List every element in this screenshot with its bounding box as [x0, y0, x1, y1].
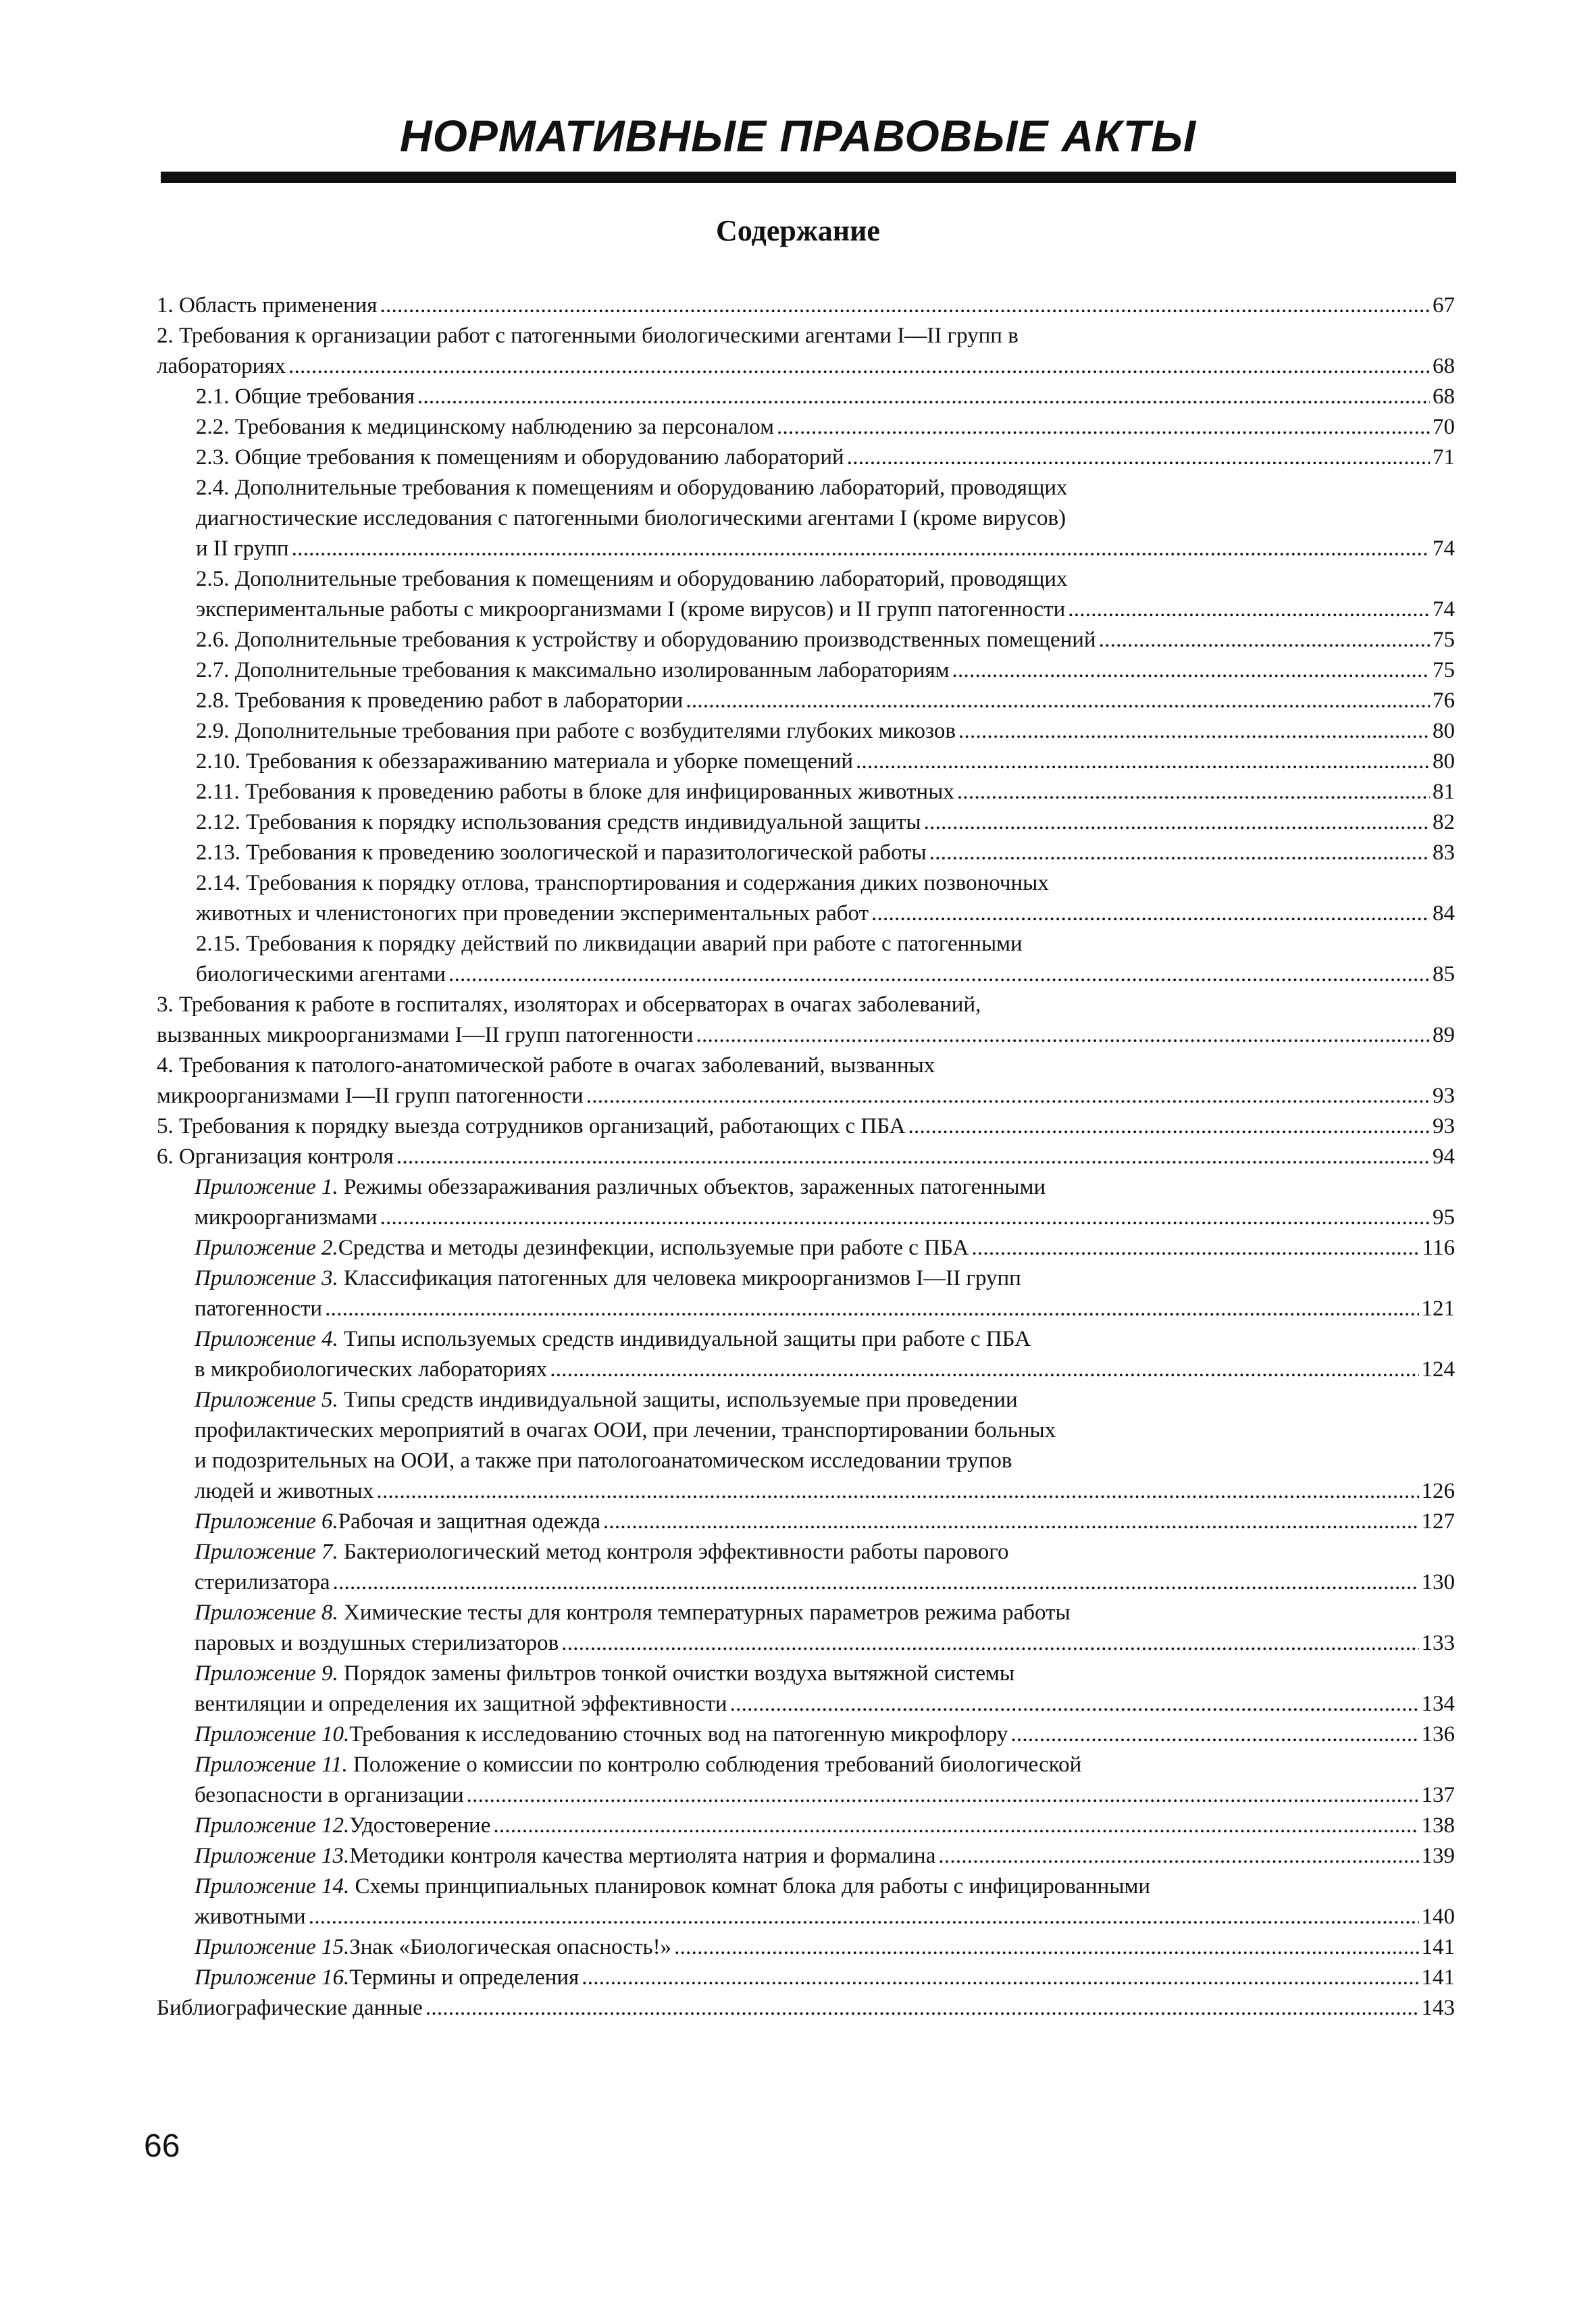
toc-entry-text: 2.12. Требования к порядку использования средств индивидуальной защиты — [196, 810, 921, 834]
toc-entry — [157, 1932, 1455, 1963]
toc-leader-dots — [686, 686, 1430, 716]
toc-entry-text: Рабочая и защитная одежда — [338, 1509, 600, 1534]
toc-entry — [157, 1750, 1455, 1811]
toc-entry-text: Схемы принципиальных планировок комнат блока для работы с инфицированными — [349, 1874, 1151, 1898]
toc-leader-dots — [1099, 625, 1430, 655]
toc-entry — [157, 686, 1455, 716]
toc-entry-text: 2.2. Требования к медицинскому наблюдению за персоналом — [196, 415, 775, 439]
toc-page-number: 137 — [1421, 1783, 1455, 1807]
toc-page-number: 71 — [1433, 445, 1455, 470]
toc-entry — [157, 382, 1455, 412]
toc-entry-text: 5. Требования к порядку выезда сотрудников организаций, работающих с ПБА — [157, 1114, 906, 1138]
toc-appendix-label: Приложение 16. — [195, 1965, 350, 1990]
toc-entry-text: профилактических мероприятий в очагах ООИ, при лечении, транспортировании больных — [195, 1418, 1056, 1442]
toc-entry — [157, 1142, 1455, 1172]
toc-entry-text: людей и животных — [195, 1479, 374, 1503]
toc-page-number: 127 — [1421, 1509, 1455, 1534]
toc-appendix-label: Приложение 15. — [195, 1935, 350, 1959]
toc-entry-text: Типы средств индивидуальной защиты, используемые при проведении — [338, 1388, 1018, 1412]
toc-entry — [157, 1385, 1455, 1507]
toc-leader-dots — [467, 1780, 1419, 1811]
toc-entry-text: Удостоверение — [349, 1813, 491, 1838]
toc-entry — [157, 1659, 1455, 1719]
toc-entry-text: Требования к исследованию сточных вод на патогенную микрофлору — [349, 1722, 1008, 1746]
toc-page-number: 68 — [1433, 354, 1455, 378]
toc-entry-text: патогенности — [195, 1297, 323, 1321]
toc-entry-text: Режимы обеззараживания различных объектов, зараженных патогенными — [338, 1175, 1046, 1199]
toc-appendix-label: Приложение 6. — [195, 1509, 338, 1534]
toc-entry-text: 2.6. Дополнительные требования к устройству и оборудованию производственных помещений — [196, 628, 1096, 652]
toc-entry-text: 2.11. Требования к проведению работы в блоке для инфицированных животных — [196, 780, 954, 804]
toc-appendix-label: Приложение 13. — [195, 1844, 350, 1868]
toc-entry-text: Бактериологический метод контроля эффективности работы парового — [338, 1540, 1009, 1564]
toc-page-number: 116 — [1422, 1236, 1455, 1260]
toc-page-number: 67 — [1433, 293, 1455, 318]
toc-leader-dots — [417, 382, 1430, 412]
toc-entry-text: 6. Организация контроля — [157, 1145, 394, 1169]
toc-entry — [157, 1993, 1455, 2023]
toc-page-number: 130 — [1421, 1570, 1455, 1594]
toc-entry — [157, 1111, 1455, 1142]
toc-entry — [157, 321, 1455, 382]
toc-entry-text: Классификация патогенных для человека микроорганизмов I—II групп — [338, 1266, 1021, 1290]
toc-entry — [157, 1537, 1455, 1598]
toc-entry — [157, 807, 1455, 838]
toc-entry — [157, 1963, 1455, 1993]
toc-entry-text: Порядок замены фильтров тонкой очистки воздуха вытяжной системы — [338, 1661, 1015, 1686]
toc-entry-text: Типы используемых средств индивидуальной защиты при работе с ПБА — [338, 1327, 1031, 1351]
toc-leader-dots — [952, 655, 1430, 686]
section-header-title: НОРМАТИВНЫЕ ПРАВОВЫЕ АКТЫ — [399, 111, 1197, 161]
toc-appendix-label: Приложение 10. — [195, 1722, 350, 1746]
toc-leader-dots — [380, 291, 1430, 321]
toc-entry-text: 2.9. Дополнительные требования при работе с возбудителями глубоких микозов — [196, 719, 956, 743]
toc-entry-text: 2. Требования к организации работ с патогенными биологическими агентами I—II групп в — [157, 324, 1019, 348]
toc-page-number: 141 — [1421, 1965, 1455, 1990]
toc-page-number: 124 — [1421, 1357, 1455, 1382]
toc-entry — [157, 747, 1455, 777]
toc-entry-text: Положение о комиссии по контролю соблюдения требований биологической — [347, 1753, 1082, 1777]
toc-entry-text: 3. Требования к работе в госпиталях, изоляторах и обсерваторах в очагах заболеваний, — [157, 992, 981, 1017]
toc-leader-dots — [674, 1932, 1418, 1963]
toc-entry — [157, 716, 1455, 747]
toc-entry — [157, 1233, 1455, 1263]
toc-leader-dots — [856, 747, 1430, 777]
toc-page-number: 93 — [1433, 1084, 1455, 1108]
toc-page-number: 84 — [1433, 901, 1455, 926]
toc-entry-text: безопасности в организации — [195, 1783, 464, 1807]
toc-appendix-label: Приложение 4. — [195, 1327, 338, 1351]
toc-appendix-label: Приложение 2. — [195, 1236, 338, 1260]
toc-leader-dots — [847, 443, 1430, 473]
toc-entry-text: Знак «Биологическая опасность!» — [349, 1935, 672, 1959]
toc-page-number: 126 — [1421, 1479, 1455, 1503]
toc-entry-text: Методики контроля качества мертиолята натрия и формалина — [349, 1844, 936, 1868]
toc-entry-text: микроорганизмами I—II групп патогенности — [157, 1084, 584, 1108]
toc-entry-text: вызванных микроорганизмами I—II групп патогенности — [157, 1023, 694, 1047]
header-rule — [161, 172, 1456, 183]
toc-entry — [157, 443, 1455, 473]
toc-entry-text: и II групп — [196, 536, 289, 561]
toc-leader-dots — [696, 1020, 1430, 1051]
toc-leader-dots — [929, 838, 1430, 868]
table-of-contents — [157, 291, 1455, 2023]
toc-entry — [157, 1841, 1455, 1871]
toc-page-number: 80 — [1433, 719, 1455, 743]
toc-page-number: 141 — [1421, 1935, 1455, 1959]
toc-leader-dots — [938, 1841, 1418, 1871]
toc-leader-dots — [586, 1081, 1430, 1111]
toc-entry — [157, 1263, 1455, 1324]
toc-page-number: 136 — [1421, 1722, 1455, 1746]
toc-appendix-label: Приложение 9. — [195, 1661, 338, 1686]
toc-entry — [157, 838, 1455, 868]
toc-page-number: 138 — [1421, 1813, 1455, 1838]
toc-page-number: 80 — [1433, 749, 1455, 774]
toc-entry — [157, 868, 1455, 929]
toc-appendix-label: Приложение 11. — [195, 1753, 348, 1777]
toc-entry-text: лабораториях — [157, 354, 286, 378]
toc-entry-text: биологическими агентами — [196, 962, 446, 986]
toc-page-number: 70 — [1433, 415, 1455, 439]
toc-entry-text: паровых и воздушных стерилизаторов — [195, 1631, 559, 1655]
page-number: 66 — [144, 2128, 180, 2164]
toc-entry-text: микроорганизмами — [195, 1205, 378, 1230]
toc-entry-text: 2.8. Требования к проведению работ в лаборатории — [196, 688, 684, 713]
toc-page-number: 133 — [1421, 1631, 1455, 1655]
toc-appendix-label: Приложение 5. — [195, 1388, 338, 1412]
toc-entry-text: стерилизатора — [195, 1570, 330, 1594]
toc-entry-text: и подозрительных на ООИ, а также при патологоанатомическом исследовании трупов — [195, 1449, 1012, 1473]
toc-entry — [157, 990, 1455, 1051]
toc-page-number: 140 — [1421, 1905, 1455, 1929]
toc-entry-text: Средства и методы дезинфекции, используемые при работе с ПБА — [338, 1236, 969, 1260]
toc-entry-text: Химические тесты для контроля температурных параметров режима работы — [338, 1601, 1071, 1625]
toc-appendix-label: Приложение 1. — [195, 1175, 338, 1199]
toc-entry-text: в микробиологических лабораториях — [195, 1357, 548, 1382]
toc-entry-text: 2.3. Общие требования к помещениям и оборудованию лабораторий — [196, 445, 844, 470]
toc-page-number: 76 — [1433, 688, 1455, 713]
toc-entry — [157, 1871, 1455, 1932]
toc-leader-dots — [332, 1567, 1418, 1598]
toc-leader-dots — [871, 899, 1430, 929]
toc-entry-text: 1. Область применения — [157, 293, 378, 318]
toc-leader-dots — [561, 1628, 1418, 1659]
toc-entry — [157, 1507, 1455, 1537]
toc-entry — [157, 1051, 1455, 1111]
toc-entry — [157, 1172, 1455, 1233]
toc-page-number: 93 — [1433, 1114, 1455, 1138]
toc-entry-text: 2.1. Общие требования — [196, 384, 415, 409]
toc-entry-text: животными — [195, 1905, 306, 1929]
toc-appendix-label: Приложение 8. — [195, 1601, 338, 1625]
toc-entry — [157, 655, 1455, 686]
toc-leader-dots — [730, 1689, 1419, 1719]
toc-page-number: 89 — [1433, 1023, 1455, 1047]
toc-page-number: 134 — [1421, 1692, 1455, 1716]
toc-leader-dots — [908, 1111, 1430, 1142]
toc-entry — [157, 1598, 1455, 1659]
toc-entry — [157, 564, 1455, 625]
toc-entry — [157, 412, 1455, 443]
toc-leader-dots — [288, 351, 1430, 382]
toc-entry — [157, 1324, 1455, 1385]
toc-leader-dots — [1010, 1719, 1418, 1750]
toc-entry-text: вентиляции и определения их защитной эффективности — [195, 1692, 727, 1716]
toc-entry-text: 4. Требования к патолого-анатомической работе в очагах заболеваний, вызванных — [157, 1053, 935, 1078]
toc-entry — [157, 473, 1455, 564]
toc-appendix-label: Приложение 14. — [195, 1874, 350, 1898]
toc-appendix-label: Приложение 7. — [195, 1540, 338, 1564]
toc-leader-dots — [1068, 595, 1430, 625]
toc-leader-dots — [493, 1811, 1418, 1841]
toc-page-number: 139 — [1421, 1844, 1455, 1868]
toc-entry-text: Термины и определения — [349, 1965, 580, 1990]
toc-leader-dots — [426, 1993, 1419, 2023]
toc-entry-text: 2.10. Требования к обеззараживанию материала и уборке помещений — [196, 749, 854, 774]
toc-leader-dots — [325, 1294, 1418, 1324]
toc-page-number: 94 — [1433, 1145, 1455, 1169]
toc-entry — [157, 625, 1455, 655]
toc-page-number: 75 — [1433, 628, 1455, 652]
toc-entry — [157, 291, 1455, 321]
toc-entry-text: 2.15. Требования к порядку действий по ликвидации аварий при работе с патогенными — [196, 932, 1023, 956]
toc-entry — [157, 929, 1455, 990]
toc-leader-dots — [958, 716, 1430, 747]
toc-page-number: 74 — [1433, 536, 1455, 561]
toc-page-number: 75 — [1433, 658, 1455, 682]
toc-page-number: 95 — [1433, 1205, 1455, 1230]
toc-entry-text: 2.13. Требования к проведению зоологической и паразитологической работы — [196, 840, 927, 865]
toc-entry-text: 2.4. Дополнительные требования к помещениям и оборудованию лабораторий, проводящих — [196, 476, 1068, 500]
toc-leader-dots — [376, 1476, 1418, 1507]
toc-appendix-label: Приложение 3. — [195, 1266, 338, 1290]
toc-leader-dots — [550, 1355, 1418, 1385]
toc-entry-text: 2.14. Требования к порядку отлова, транспортирования и содержания диких позвоночных — [196, 871, 1049, 895]
toc-leader-dots — [380, 1203, 1431, 1233]
toc-page-number: 143 — [1421, 1996, 1455, 2020]
toc-entry-text: 2.7. Дополнительные требования к максимально изолированным лабораториям — [196, 658, 950, 682]
toc-leader-dots — [971, 1233, 1419, 1263]
toc-appendix-label: Приложение 12. — [195, 1813, 350, 1838]
toc-entry-text: экспериментальные работы с микроорганизмами I (кроме вирусов) и II групп патогенности — [196, 597, 1066, 622]
toc-leader-dots — [582, 1963, 1418, 1993]
toc-page-number: 74 — [1433, 597, 1455, 622]
toc-page-number: 68 — [1433, 384, 1455, 409]
toc-leader-dots — [396, 1142, 1430, 1172]
toc-heading: Содержание — [716, 214, 880, 247]
toc-page-number: 81 — [1433, 780, 1455, 804]
toc-entry — [157, 777, 1455, 807]
toc-entry-text: Библиографические данные — [157, 1996, 423, 2020]
toc-entry — [157, 1811, 1455, 1841]
toc-page-number: 82 — [1433, 810, 1455, 834]
toc-page-number: 85 — [1433, 962, 1455, 986]
toc-leader-dots — [924, 807, 1430, 838]
toc-page-number: 83 — [1433, 840, 1455, 865]
toc-entry-text: диагностические исследования с патогенными биологическими агентами I (кроме вирусов) — [196, 506, 1066, 530]
toc-leader-dots — [292, 534, 1430, 564]
toc-leader-dots — [448, 959, 1430, 990]
toc-entry-text: 2.5. Дополнительные требования к помещениям и оборудованию лабораторий, проводящих — [196, 567, 1068, 591]
toc-leader-dots — [309, 1902, 1419, 1932]
toc-leader-dots — [957, 777, 1430, 807]
toc-leader-dots — [777, 412, 1430, 443]
toc-leader-dots — [603, 1507, 1419, 1537]
toc-entry — [157, 1719, 1455, 1750]
toc-page-number: 121 — [1421, 1297, 1455, 1321]
toc-entry-text: животных и членистоногих при проведении экспериментальных работ — [196, 901, 869, 926]
